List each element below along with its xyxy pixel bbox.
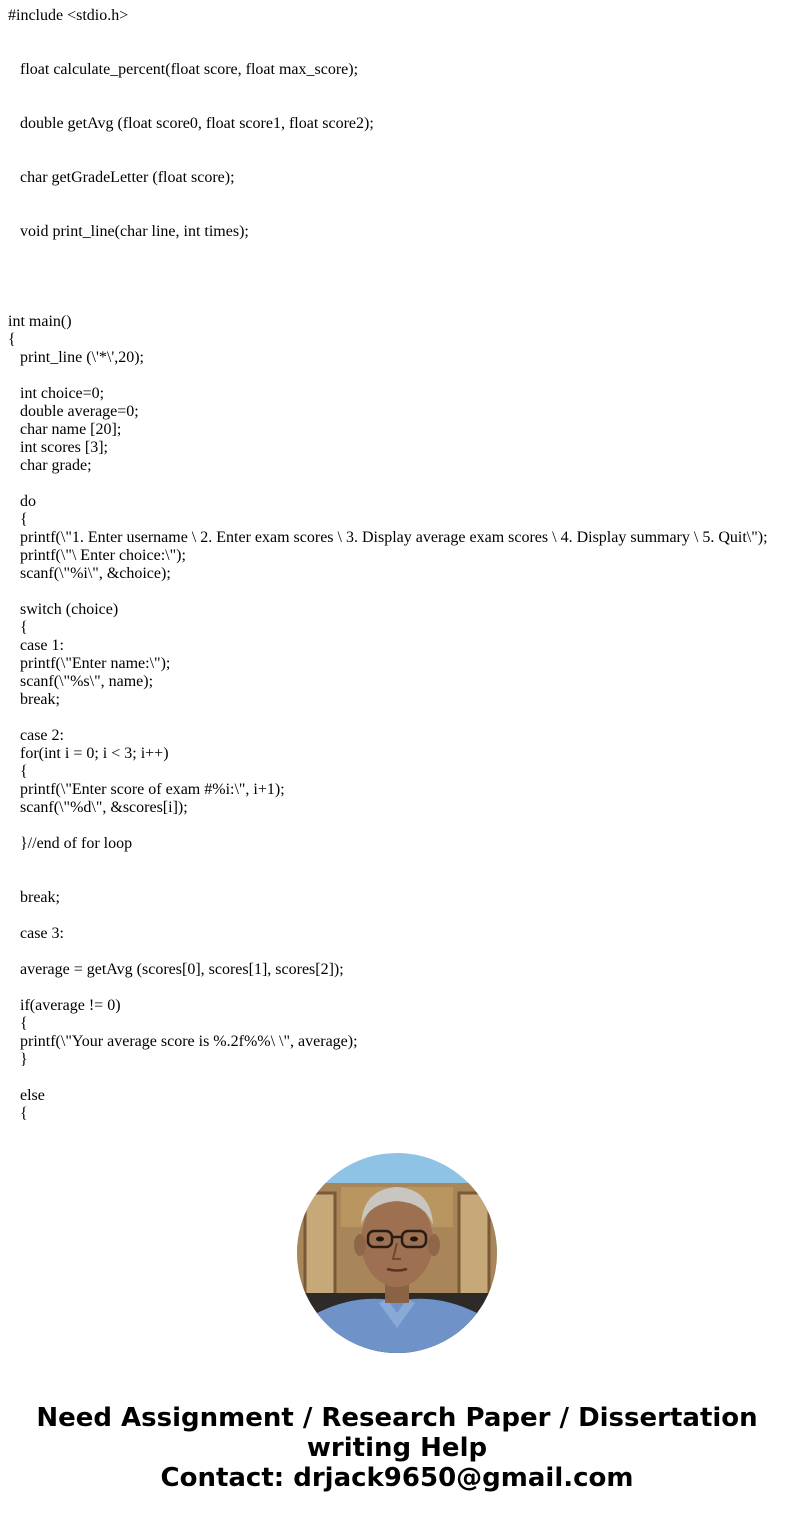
code-line-include: #include <stdio.h> xyxy=(8,7,129,24)
code-line-decl-name: char name [20]; xyxy=(20,421,122,438)
code-line-main: int main() xyxy=(8,313,72,330)
code-line-decl-grade: char grade; xyxy=(20,457,92,474)
code-line-score-scanf: scanf(\"%d\", &scores[i]); xyxy=(20,799,188,816)
help-banner xyxy=(0,1403,794,1493)
code-line-print-line-call: print_line (\'*\',20); xyxy=(20,349,144,366)
code-line-case-2: case 2: xyxy=(20,727,64,744)
banner-line-1: Need Assignment / Research Paper / Dissertation xyxy=(36,1403,758,1433)
portrait-photo xyxy=(297,1153,497,1353)
code-line-if: if(average != 0) xyxy=(20,997,121,1014)
code-line-decl-scores: int scores [3]; xyxy=(20,439,108,456)
avatar xyxy=(297,1153,497,1353)
code-line-else: else xyxy=(20,1087,45,1104)
code-line-do: do xyxy=(20,493,36,510)
code-line-break-1: break; xyxy=(20,691,60,708)
code-line-for-open: { xyxy=(20,763,28,780)
code-line-main-open: { xyxy=(8,331,16,348)
code-line-break-2: break; xyxy=(20,889,60,906)
code-line-proto-calculate-percent: float calculate_percent(float score, float max_score); xyxy=(20,61,359,78)
banner-line-2: writing Help xyxy=(306,1433,488,1463)
code-document xyxy=(8,7,794,1123)
code-line-choice-scanf: scanf(\"%i\", &choice); xyxy=(20,565,171,582)
code-line-avg-printf: printf(\"Your average score is %.2f%%\ \", average); xyxy=(20,1033,358,1050)
code-line-proto-print-line: void print_line(char line, int times); xyxy=(20,223,249,240)
code-line-choice-printf: printf(\"\ Enter choice:\"); xyxy=(20,547,186,564)
banner-contact-line: Contact: drjack9650@gmail.com xyxy=(160,1463,634,1493)
code-line-proto-getgradeletter: char getGradeLetter (float score); xyxy=(20,169,235,186)
code-line-case-3: case 3: xyxy=(20,925,64,942)
code-line-proto-getavg: double getAvg (float score0, float score1, float score2); xyxy=(20,115,374,132)
code-line-switch: switch (choice) xyxy=(20,601,119,618)
code-line-score-printf: printf(\"Enter score of exam #%i:\", i+1); xyxy=(20,781,285,798)
code-line-for-close: }//end of for loop xyxy=(20,835,133,852)
code-line-for: for(int i = 0; i < 3; i++) xyxy=(20,745,169,762)
code-line-else-open: { xyxy=(20,1105,28,1122)
code-line-menu-printf: printf(\"1. Enter username \ 2. Enter exam scores \ 3. Display average exam scores \ 4. Display summary \ 5. Quit\"); xyxy=(20,529,768,546)
code-line-case-1: case 1: xyxy=(20,637,64,654)
code-line-name-printf: printf(\"Enter name:\"); xyxy=(20,655,171,672)
code-line-if-close: } xyxy=(20,1051,28,1068)
code-line-switch-open: { xyxy=(20,619,28,636)
code-line-if-open: { xyxy=(20,1015,28,1032)
code-line-avg-assign: average = getAvg (scores[0], scores[1], scores[2]); xyxy=(20,961,344,978)
code-line-do-open: { xyxy=(20,511,28,528)
code-line-name-scanf: scanf(\"%s\", name); xyxy=(20,673,154,690)
code-line-decl-average: double average=0; xyxy=(20,403,139,420)
code-line-decl-choice: int choice=0; xyxy=(20,385,105,402)
